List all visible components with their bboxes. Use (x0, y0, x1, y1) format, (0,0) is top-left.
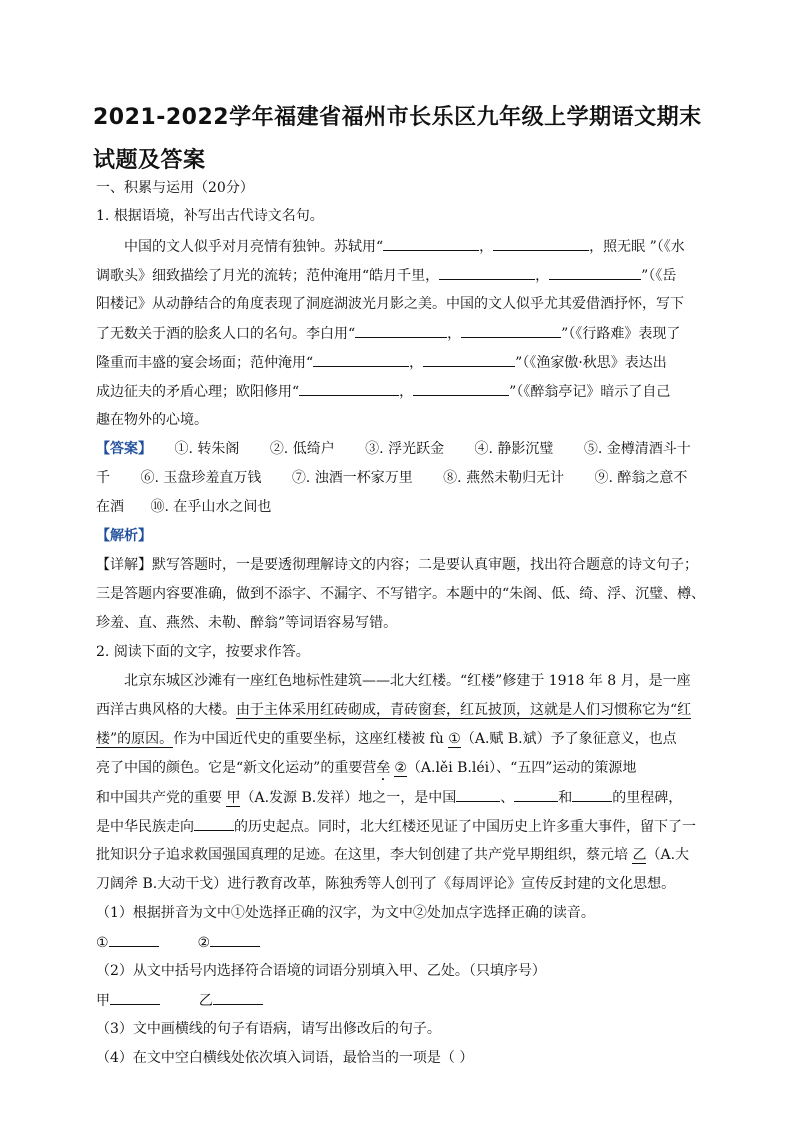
text: 、 (500, 790, 515, 806)
text: 营 (362, 760, 377, 776)
document-title: 2021-2022学年福建省福州市长乐区九年级上学期语文期末试题及答案 (93, 105, 702, 173)
blank-marker: 乙 (632, 847, 647, 863)
answer-item: 千 (96, 470, 110, 486)
underlined-sentence: 楼”的原因。 (96, 731, 174, 747)
answer-blank[interactable] (110, 990, 160, 1005)
fill-blank[interactable] (383, 236, 479, 251)
text: （A.发源 B.发祥）地之一，是中国 (240, 790, 457, 806)
text: 是中华民族走向 (96, 819, 194, 835)
answer-marker: ② (197, 935, 211, 951)
answer-row-2 (96, 468, 687, 488)
q2-sub2: （2）从文中括号内选择符合语境的词语分别填入甲、乙处。（只填序号） (96, 963, 546, 979)
text: 的里程碑， (612, 790, 683, 806)
q2-passage-6 (96, 816, 696, 837)
fill-blank[interactable] (194, 816, 234, 831)
text: （A.lěi B.léi）、“五四”运动的策源地 (406, 760, 637, 776)
fill-blank[interactable] (355, 323, 447, 338)
answer-item: ①. 转朱阁 (174, 441, 240, 457)
text: ”（《行路难》表现了 (561, 326, 681, 342)
detail-line-2: 三是答题内容要准确，做到不添字、不漏字、不写错字。本题中的“朱阁、低、绮、浮、沉璧、樽、 (96, 586, 706, 602)
q2-passage-1: 北京东城区沙滩有一座红色地标性建筑——北大红楼。“红楼”修建于 1918 年 8 月，是一座 (124, 673, 691, 689)
fill-blank[interactable] (493, 236, 589, 251)
text: ， (399, 384, 414, 400)
q1-line-1 (124, 236, 685, 257)
text: 批知识分子追求救国强国真理的足迹。在这里，李大钊创建了共产党早期组织，蔡元培 (96, 847, 633, 863)
q1-prompt-text: 根据语境，补写出古代诗文名句。 (113, 208, 324, 224)
blank-marker: ② (394, 760, 407, 776)
q1-line-7: 趣在物外的心境。 (96, 412, 208, 428)
answer-item: ⑧. 燕然未勒归无计 (443, 470, 565, 486)
q2-sub1-answers (96, 932, 260, 953)
section-heading: 一、积累与运用（20分） (96, 180, 254, 196)
answer-item: ⑩. 在乎山水之间也 (150, 499, 272, 515)
detail-line-1 (96, 555, 698, 575)
text: 中国的文人似乎对月亮情有独钟。苏轼用“ (124, 239, 384, 255)
fill-blank[interactable] (461, 323, 561, 338)
detail-text: 默写答题时，一是要透彻理解诗文的内容；二是要认真审题，找出符合题意的诗文句子； (152, 557, 698, 573)
q2-passage-3 (96, 729, 677, 749)
text: 成边征夫的矛盾心理；欧阳修用“ (96, 384, 300, 400)
q2-sub3: （3）文中画横线的句子有语病，请写出修改后的句子。 (96, 1021, 441, 1037)
q2-sub1: （1）根据拼音为文中①处选择正确的汉字，为文中②处加点字选择正确的读音。 (96, 905, 595, 921)
text: 亮了中国的颜色。它是“新文化运动”的重要 (96, 760, 363, 776)
text: ”（《渔家傲·秋思》表达出 (515, 355, 667, 371)
q1-prompt (96, 206, 324, 226)
text: （A.赋 B.斌）予了象征意义，也点 (460, 731, 677, 747)
answer-row-3 (96, 497, 271, 517)
answer-blank[interactable] (210, 932, 260, 947)
fill-blank[interactable] (413, 381, 509, 396)
dotted-char: 垒 (376, 760, 391, 776)
answer-row-1 (96, 439, 691, 459)
answer-item: ⑥. 玉盘珍羞直万钱 (140, 470, 262, 486)
q1-number: 1. (96, 208, 110, 224)
q2-prompt-text: 阅读下面的文字，按要求作答。 (113, 644, 310, 660)
q1-line-2 (96, 265, 676, 286)
fill-blank[interactable] (439, 265, 535, 280)
q2-passage-4 (96, 758, 636, 784)
q1-line-4 (96, 323, 680, 344)
q2-prompt (96, 642, 310, 662)
fill-blank[interactable] (572, 787, 612, 802)
text: 调歌头》细致描绘了月光的流转；范仲淹用“皓月千里， (96, 268, 440, 284)
blank-marker: ① (448, 731, 461, 747)
answer-blank[interactable] (213, 990, 263, 1005)
text: ”（《醉翁亭记》暗示了自己 (509, 384, 671, 400)
q2-number: 2. (96, 644, 110, 660)
text: ”（《岳 (641, 268, 677, 284)
answer-item: ⑤. 金樽清酒斗十 (583, 441, 691, 457)
blank-marker: 甲 (226, 790, 241, 806)
detail-label: 【详解】 (96, 557, 152, 573)
q1-line-3: 阳楼记》从动静结合的角度表现了洞庭湖波光月影之美。中国的文人似乎尤其爱借酒抒怀，写下 (96, 296, 684, 312)
q1-line-6 (96, 381, 670, 402)
q2-passage-8: 刀阔斧 B.大动干戈）进行教育改革，陈独秀等人创刊了《每周评论》宣传反封建的文化思想。 (96, 876, 676, 892)
text: 西洋古典风格的大楼。 (96, 702, 236, 718)
fill-blank[interactable] (456, 787, 500, 802)
q2-sub2-answers (96, 990, 263, 1011)
fill-blank[interactable] (514, 787, 558, 802)
fill-blank[interactable] (549, 265, 641, 280)
text: ， (409, 355, 424, 371)
text: ， (447, 326, 462, 342)
q2-sub4: （4）在文中空白横线处依次填入词语，最恰当的一项是（ ） (96, 1050, 474, 1066)
answer-marker: 甲 (96, 993, 110, 1009)
detail-line-3: 珍羞、直、燕然、未勒、醉翁”等词语容易写错。 (96, 615, 398, 631)
text: ， (479, 239, 494, 255)
answer-label: 【答案】 (96, 441, 152, 457)
analysis-label: 【解析】 (96, 528, 152, 544)
answer-item: ⑦. 浊酒一杯家万里 (291, 470, 413, 486)
answer-marker: ① (96, 935, 109, 951)
fill-blank[interactable] (299, 381, 399, 396)
text: 和中国共产党的重要 (96, 790, 227, 806)
answer-item: ⑨. 醉翁之意不 (594, 470, 688, 486)
text: 了无数关于酒的脍炙人口的名句。李白用“ (96, 326, 356, 342)
q2-passage-2 (96, 700, 691, 720)
answer-blank[interactable] (109, 932, 159, 947)
answer-item: ②. 低绮户 (269, 441, 335, 457)
q1-line-5 (96, 352, 667, 373)
fill-blank[interactable] (423, 352, 515, 367)
q2-passage-5 (96, 787, 682, 808)
text: （A.大 (646, 847, 690, 863)
text: ，照无眠 ”（《水 (589, 239, 685, 255)
answer-item: 在酒 (96, 499, 124, 515)
text: 隆重而丰盛的宴会场面；范仲淹用“ (96, 355, 314, 371)
underlined-sentence: 由于主体采用红砖砌成，青砖窗套，红瓦披顶，这就是人们习惯称它为“红 (236, 702, 692, 718)
text: 的历史起点。同时，北大红楼还见证了中国历史上许多重大事件，留下了一 (234, 819, 696, 835)
answer-marker: 乙 (198, 993, 213, 1009)
text: ， (535, 268, 550, 284)
text: 作为中国近代史的重要坐标，这座红楼被 fù (173, 731, 449, 747)
q2-passage-7 (96, 845, 689, 865)
text: 和 (558, 790, 573, 806)
answer-item: ③. 浮光跃金 (365, 441, 445, 457)
fill-blank[interactable] (313, 352, 409, 367)
answer-item: ④. 静影沉璧 (474, 441, 554, 457)
